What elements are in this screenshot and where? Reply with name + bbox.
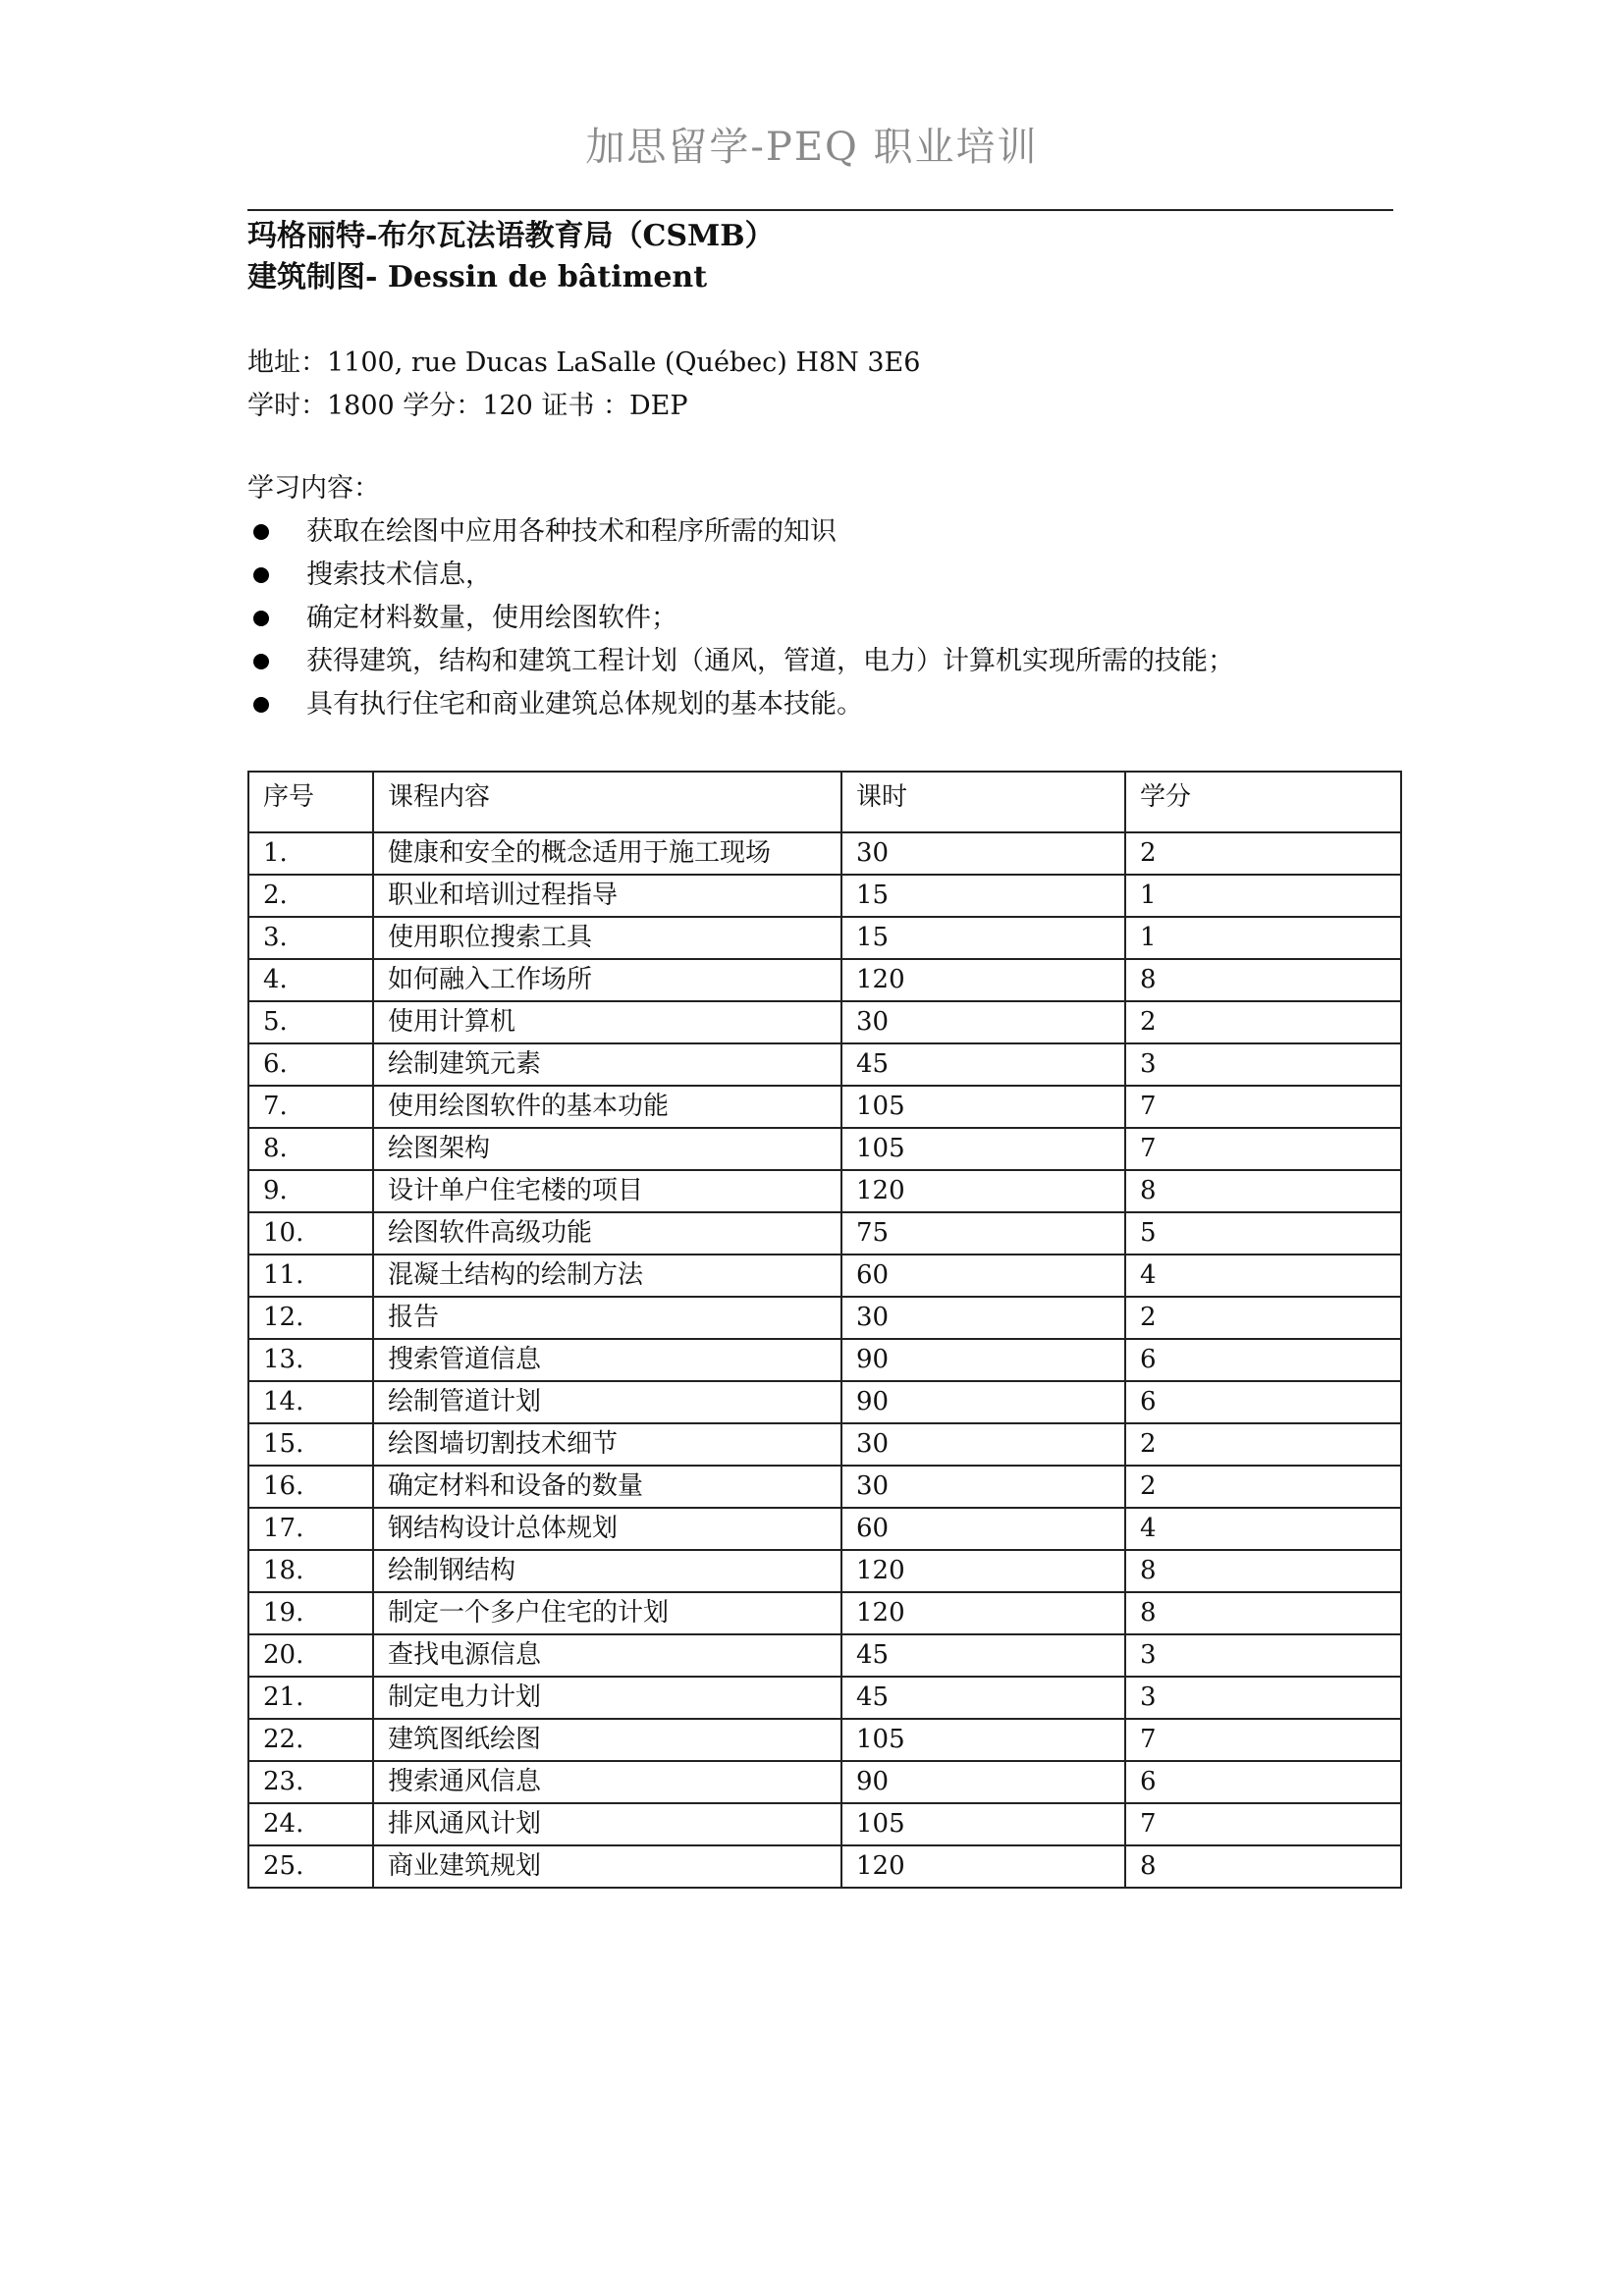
table-row	[248, 1677, 1401, 1719]
cell-number: 10.	[248, 1212, 373, 1255]
table-row	[248, 1043, 1401, 1086]
cell-hours: 60	[841, 1508, 1125, 1550]
table-row	[248, 1381, 1401, 1423]
cell-credits: 3	[1125, 1677, 1401, 1719]
cell-course: 确定材料和设备的数量	[373, 1466, 841, 1508]
cell-credits: 7	[1125, 1086, 1401, 1128]
course-table	[247, 771, 1402, 1889]
cell-credits: 6	[1125, 1339, 1401, 1381]
header-course: 课程内容	[373, 772, 841, 832]
cell-hours: 105	[841, 1086, 1125, 1128]
cell-course: 使用计算机	[373, 1001, 841, 1043]
cell-number: 2.	[248, 875, 373, 917]
cell-course: 绘图架构	[373, 1128, 841, 1170]
table-header-row	[248, 772, 1401, 832]
cell-hours: 45	[841, 1043, 1125, 1086]
title-program: 建筑制图- Dessin de bâtiment	[247, 260, 708, 294]
cell-credits: 7	[1125, 1803, 1401, 1845]
cell-number: 14.	[248, 1381, 373, 1423]
table-row	[248, 1466, 1401, 1508]
cell-hours: 30	[841, 1423, 1125, 1466]
table-row	[248, 1592, 1401, 1634]
cell-course: 如何融入工作场所	[373, 959, 841, 1001]
table-row	[248, 1212, 1401, 1255]
table-row	[248, 1255, 1401, 1297]
table-row	[248, 1339, 1401, 1381]
table-row	[248, 1086, 1401, 1128]
list-item-text: 搜索技术信息，	[306, 560, 492, 590]
cell-course: 搜索管道信息	[373, 1339, 841, 1381]
cell-credits: 8	[1125, 959, 1401, 1001]
cell-credits: 2	[1125, 1423, 1401, 1466]
cell-credits: 8	[1125, 1845, 1401, 1888]
cell-credits: 8	[1125, 1170, 1401, 1212]
cell-course: 搜索通风信息	[373, 1761, 841, 1803]
cell-credits: 3	[1125, 1634, 1401, 1677]
cell-course: 健康和安全的概念适用于施工现场	[373, 832, 841, 875]
program-info	[247, 342, 920, 428]
cell-number: 18.	[248, 1550, 373, 1592]
list-item	[247, 640, 1234, 683]
cell-course: 建筑图纸绘图	[373, 1719, 841, 1761]
cell-hours: 30	[841, 1001, 1125, 1043]
header-divider	[247, 209, 1393, 211]
list-item	[247, 510, 1234, 554]
cell-number: 15.	[248, 1423, 373, 1466]
cell-hours: 120	[841, 1592, 1125, 1634]
cell-number: 22.	[248, 1719, 373, 1761]
hours-credits-line: 学时：1800 学分：120 证书 ：DEP	[247, 391, 688, 421]
cell-credits: 2	[1125, 832, 1401, 875]
table-row	[248, 1634, 1401, 1677]
table-row	[248, 1719, 1401, 1761]
table-row	[248, 875, 1401, 917]
cell-course: 绘图软件高级功能	[373, 1212, 841, 1255]
header-number: 序号	[248, 772, 373, 832]
cell-credits: 8	[1125, 1550, 1401, 1592]
cell-number: 13.	[248, 1339, 373, 1381]
cell-credits: 2	[1125, 1001, 1401, 1043]
cell-course: 报告	[373, 1297, 841, 1339]
cell-credits: 4	[1125, 1255, 1401, 1297]
cell-hours: 30	[841, 1297, 1125, 1339]
table-row	[248, 1297, 1401, 1339]
bullet-icon	[253, 611, 269, 626]
cell-course: 混凝土结构的绘制方法	[373, 1255, 841, 1297]
cell-course: 排风通风计划	[373, 1803, 841, 1845]
cell-number: 24.	[248, 1803, 373, 1845]
cell-hours: 105	[841, 1719, 1125, 1761]
list-item-text: 具有执行住宅和商业建筑总体规划的基本技能。	[306, 689, 863, 720]
learning-contents	[247, 467, 1234, 726]
cell-credits: 2	[1125, 1466, 1401, 1508]
cell-credits: 3	[1125, 1043, 1401, 1086]
bullet-icon	[253, 697, 269, 713]
cell-number: 21.	[248, 1677, 373, 1719]
header-hours: 课时	[841, 772, 1125, 832]
cell-hours: 120	[841, 1170, 1125, 1212]
document-title	[247, 216, 775, 298]
cell-course: 绘制钢结构	[373, 1550, 841, 1592]
bullet-icon	[253, 567, 269, 583]
contents-heading: 学习内容：	[247, 473, 380, 504]
cell-number: 1.	[248, 832, 373, 875]
cell-number: 20.	[248, 1634, 373, 1677]
cell-course: 制定一个多户住宅的计划	[373, 1592, 841, 1634]
bullet-icon	[253, 654, 269, 669]
cell-credits: 1	[1125, 875, 1401, 917]
table-row	[248, 832, 1401, 875]
table-row	[248, 1803, 1401, 1845]
title-institution: 玛格丽特-布尔瓦法语教育局（CSMB）	[247, 219, 775, 253]
table-row	[248, 1508, 1401, 1550]
table-row	[248, 1550, 1401, 1592]
table-row	[248, 1170, 1401, 1212]
cell-number: 7.	[248, 1086, 373, 1128]
cell-course: 制定电力计划	[373, 1677, 841, 1719]
cell-course: 绘制管道计划	[373, 1381, 841, 1423]
cell-hours: 15	[841, 917, 1125, 959]
cell-hours: 30	[841, 1466, 1125, 1508]
cell-hours: 120	[841, 959, 1125, 1001]
cell-number: 12.	[248, 1297, 373, 1339]
table-row	[248, 1845, 1401, 1888]
cell-credits: 7	[1125, 1719, 1401, 1761]
cell-hours: 120	[841, 1550, 1125, 1592]
cell-credits: 7	[1125, 1128, 1401, 1170]
table-row	[248, 917, 1401, 959]
list-item-text: 获得建筑，结构和建筑工程计划（通风，管道，电力）计算机实现所需的技能；	[306, 646, 1234, 676]
cell-number: 17.	[248, 1508, 373, 1550]
list-item	[247, 683, 1234, 726]
cell-number: 11.	[248, 1255, 373, 1297]
header-credits: 学分	[1125, 772, 1401, 832]
cell-number: 4.	[248, 959, 373, 1001]
cell-credits: 6	[1125, 1381, 1401, 1423]
cell-hours: 90	[841, 1339, 1125, 1381]
cell-number: 3.	[248, 917, 373, 959]
cell-hours: 60	[841, 1255, 1125, 1297]
cell-number: 8.	[248, 1128, 373, 1170]
cell-hours: 45	[841, 1677, 1125, 1719]
list-item	[247, 554, 1234, 597]
cell-credits: 6	[1125, 1761, 1401, 1803]
contents-list	[247, 510, 1234, 726]
cell-number: 6.	[248, 1043, 373, 1086]
cell-number: 19.	[248, 1592, 373, 1634]
bullet-icon	[253, 524, 269, 540]
list-item-text: 获取在绘图中应用各种技术和程序所需的知识	[306, 516, 837, 547]
table-row	[248, 1001, 1401, 1043]
cell-number: 16.	[248, 1466, 373, 1508]
cell-hours: 45	[841, 1634, 1125, 1677]
cell-course: 使用职位搜索工具	[373, 917, 841, 959]
cell-hours: 120	[841, 1845, 1125, 1888]
cell-hours: 30	[841, 832, 1125, 875]
list-item	[247, 597, 1234, 640]
cell-credits: 8	[1125, 1592, 1401, 1634]
cell-credits: 2	[1125, 1297, 1401, 1339]
cell-number: 23.	[248, 1761, 373, 1803]
table-body	[248, 832, 1401, 1888]
watermark-header: 加思留学-PEQ 职业培训	[585, 125, 1039, 170]
cell-course: 绘图墙切割技术细节	[373, 1423, 841, 1466]
cell-course: 使用绘图软件的基本功能	[373, 1086, 841, 1128]
table-row	[248, 1761, 1401, 1803]
cell-course: 查找电源信息	[373, 1634, 841, 1677]
table-row	[248, 1423, 1401, 1466]
table-row	[248, 1128, 1401, 1170]
list-item-text: 确定材料数量，使用绘图软件；	[306, 603, 677, 633]
cell-course: 商业建筑规划	[373, 1845, 841, 1888]
cell-number: 5.	[248, 1001, 373, 1043]
cell-hours: 15	[841, 875, 1125, 917]
address-line: 地址：1100, rue Ducas LaSalle (Québec) H8N 3E6	[247, 347, 921, 378]
cell-number: 25.	[248, 1845, 373, 1888]
cell-number: 9.	[248, 1170, 373, 1212]
cell-credits: 1	[1125, 917, 1401, 959]
cell-hours: 75	[841, 1212, 1125, 1255]
cell-hours: 90	[841, 1381, 1125, 1423]
cell-course: 设计单户住宅楼的项目	[373, 1170, 841, 1212]
cell-hours: 105	[841, 1128, 1125, 1170]
cell-course: 职业和培训过程指导	[373, 875, 841, 917]
cell-course: 绘制建筑元素	[373, 1043, 841, 1086]
cell-course: 钢结构设计总体规划	[373, 1508, 841, 1550]
cell-credits: 5	[1125, 1212, 1401, 1255]
cell-hours: 90	[841, 1761, 1125, 1803]
table-row	[248, 959, 1401, 1001]
cell-credits: 4	[1125, 1508, 1401, 1550]
cell-hours: 105	[841, 1803, 1125, 1845]
